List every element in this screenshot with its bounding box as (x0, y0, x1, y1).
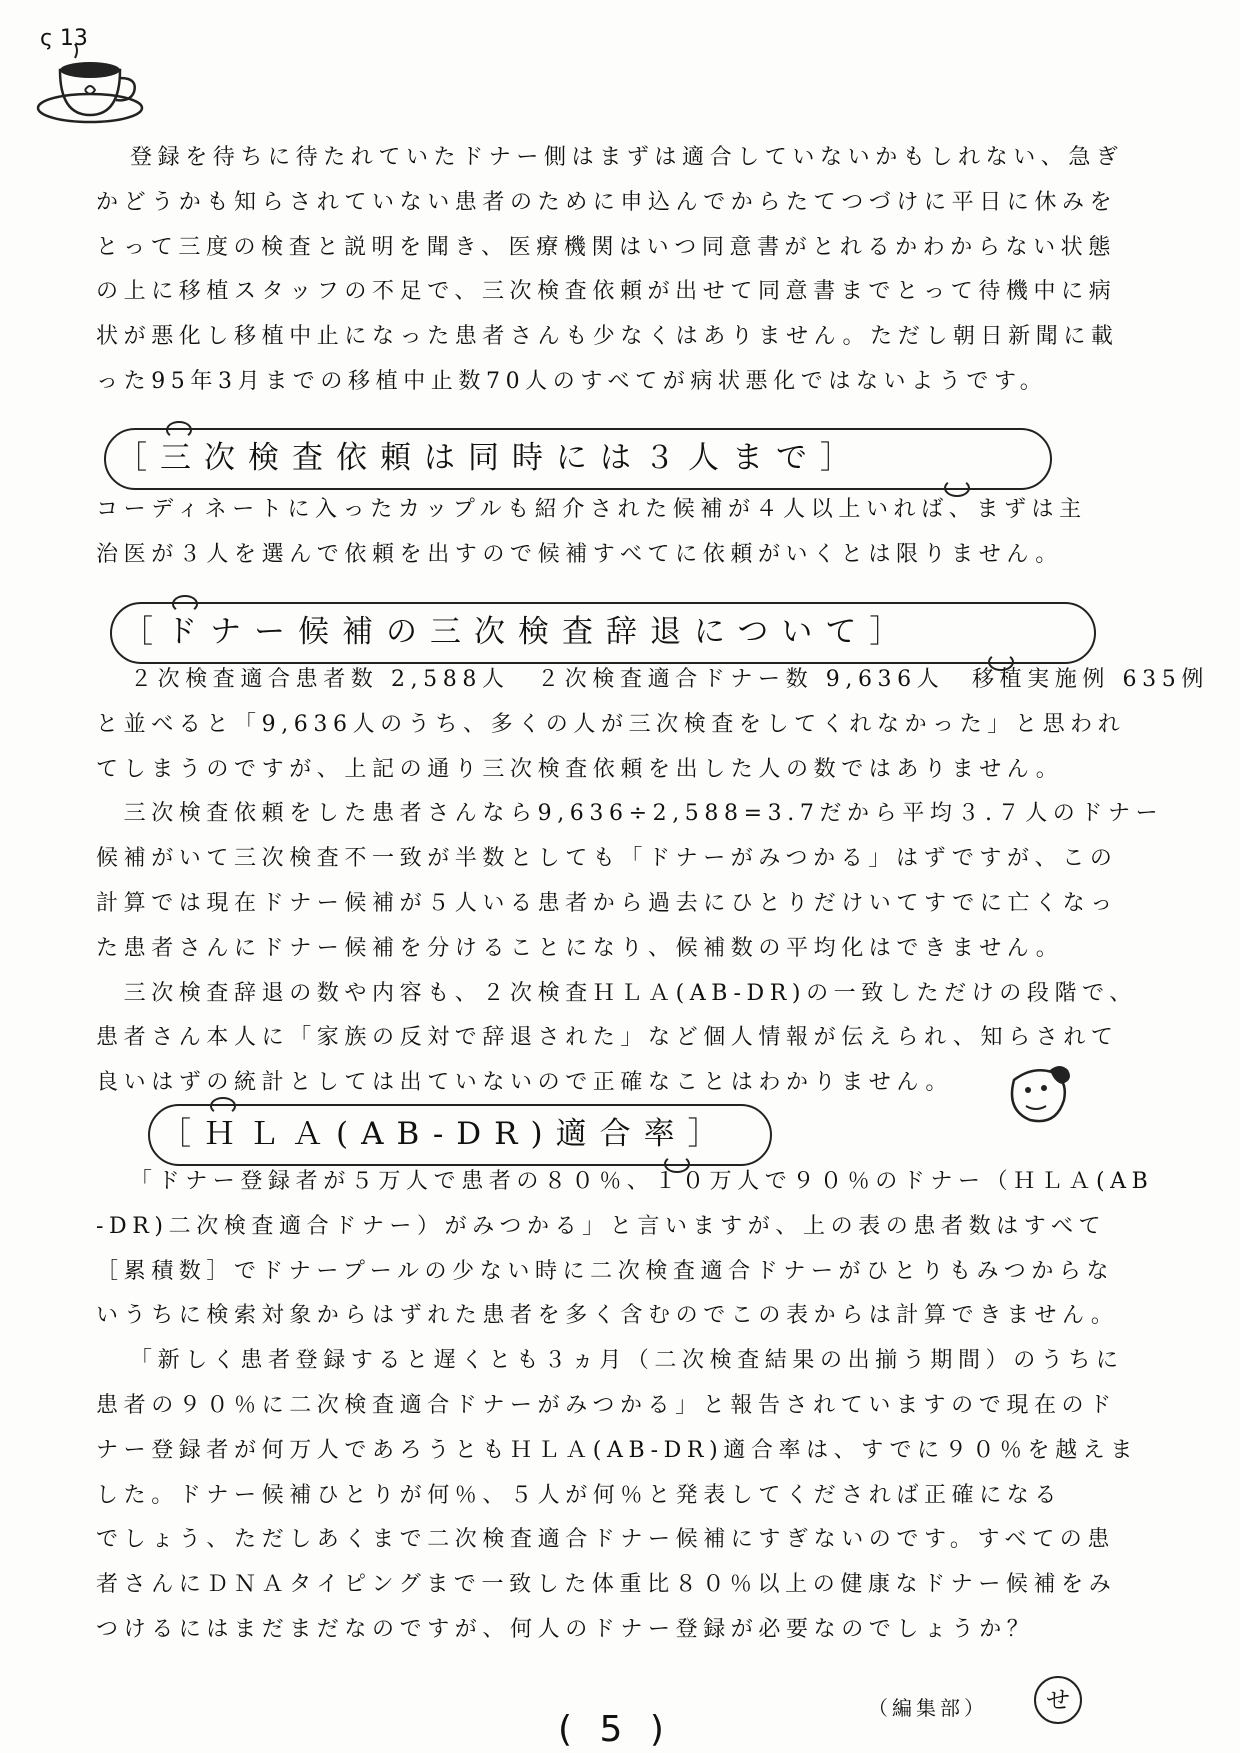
text-line: 患者の９０％に二次検査適合ドナーがみつかる」と報告されていますので現在のド (96, 1392, 1117, 1418)
text-line: の上に移植スタッフの不足で、三次検査依頼が出せて同意書までとって待機中に病 (96, 279, 1117, 305)
text-line: 登録を待ちに待たれていたドナー側はまずは適合していないかもしれない、急ぎ (130, 145, 1124, 170)
section-heading-referral-limit: ［三次検査依頼は同時には３人まで］ (116, 440, 864, 476)
coffee-cup-doodle (30, 20, 150, 130)
text-line: -DR)二次検査適合ドナー）がみつかる」と言いますが、上の表の患者数はすべて (96, 1213, 1107, 1239)
text-line: 者さんにＤＮＡタイピングまで一致した体重比８０％以上の健康なドナー候補をみ (96, 1572, 1117, 1598)
text-line: 治医が３人を選んで依頼を出すので候補すべてに依頼がいくとは限りません。 (96, 541, 1063, 567)
section1-paragraph (96, 488, 1152, 578)
cow-doodle-icon (1000, 1050, 1080, 1130)
section3-paragraph (96, 1160, 1152, 1653)
text-line: つけるにはまだまだなのですが、何人のドナー登録が必要なのでしょうか？ (96, 1616, 1035, 1642)
signature-mark: せ (1046, 1686, 1070, 1714)
text-line: 計算では現在ドナー候補が５人いる患者から過去にひとりだけいてすでに亡くなっ (96, 890, 1118, 916)
text-line: 「ドナー登録者が５万人で患者の８０％、１０万人で９０％のドナー（ＨＬＡ(AB (130, 1169, 1154, 1194)
text-line: 良いはずの統計としては出ていないので正確なことはわかりません。 (96, 1070, 953, 1096)
text-line: でしょう、ただしあくまで二次検査適合ドナー候補にすぎないのです。すべての患 (96, 1527, 1116, 1553)
top-scribble: ς 13 (40, 26, 88, 51)
text-line: かどうかも知らされていない患者のために申込んでからたてつづけに平日に休みを (96, 189, 1118, 215)
text-line: 「新しく患者登録すると遅くとも３ヵ月（二次検査結果の出揃う期間）のうちに (130, 1348, 1124, 1374)
text-line: ナー登録者が何万人であろうともＨＬＡ(AB-DR)適合率は、すでに９０％を越えま (96, 1437, 1138, 1463)
text-line: ［累積数］でドナープールの少ない時に二次検査適合ドナーがひとりもみつからな (96, 1258, 1115, 1284)
section-heading-donor-declines: ［ドナー候補の三次検査辞退について］ (122, 614, 914, 650)
signature-circle (1034, 1676, 1082, 1724)
text-line: 三次検査依頼をした患者さんなら9,636÷2,588=3.7だから平均３.７人のドナー (96, 801, 1164, 827)
text-line: た患者さんにドナー候補を分けることになり、候補数の平均化はできません。 (96, 935, 1064, 961)
section-heading-hla-match-rate: ［ＨＬＡ(AB-DR)適合率］ (160, 1116, 732, 1152)
intro-paragraph (96, 136, 1152, 405)
text-line: した。ドナー候補ひとりが何％、５人が何％と発表してくだされば正確になる (96, 1482, 1063, 1508)
text-line: とって三度の検査と説明を聞き、医療機関はいつ同意書がとれるかわからない状態 (96, 234, 1116, 260)
text-line: った95年3月までの移植中止数70人のすべてが病状悪化ではないようです。 (96, 368, 1048, 394)
editorial-credit: （編集部） (868, 1696, 988, 1720)
page-number: ( 5 ) (558, 1709, 672, 1750)
text-line: コーディネートに入ったカップルも紹介された候補が４人以上いれば、まずは主 (96, 497, 1087, 522)
text-line: 三次検査辞退の数や内容も、２次検査ＨＬＡ(AB-DR)の一致しただけの段階で、 (96, 980, 1137, 1006)
section2-paragraph (96, 658, 1209, 1106)
text-line: 候補がいて三次検査不一致が半数としても「ドナーがみつかる」はずですが、この (96, 846, 1118, 872)
text-line: 患者さん本人に「家族の反対で辞退された」など個人情報が伝えられ、知らされて (96, 1025, 1119, 1051)
text-line: 状が悪化し移植中止になった患者さんも少なくはありません。ただし朝日新聞に載 (96, 324, 1119, 350)
text-line: ２次検査適合患者数 2,588人 ２次検査適合ドナー数 9,636人 移植実施例 635例 (130, 667, 1209, 692)
text-line: と並べると「9,636人のうち、多くの人が三次検査をしてくれなかった」と思われ (96, 711, 1126, 737)
text-line: いうちに検索対象からはずれた患者を多く含むのでこの表からは計算できません。 (96, 1303, 1119, 1329)
text-line: てしまうのですが、上記の通り三次検査依頼を出した人の数ではありません。 (96, 756, 1064, 782)
